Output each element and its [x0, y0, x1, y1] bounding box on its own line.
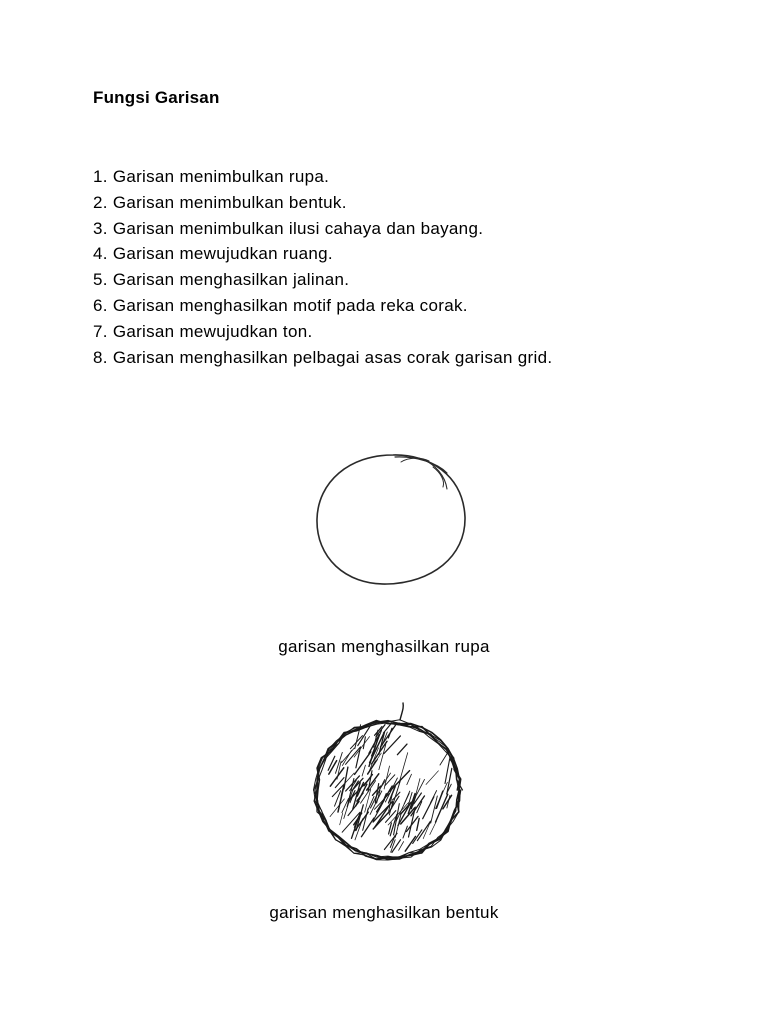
list-item	[93, 345, 552, 371]
list-text: Garisan mewujudkan ton.	[112, 321, 313, 341]
list-number: 6.	[93, 295, 108, 315]
list-number: 8.	[93, 347, 108, 367]
list-text: Garisan menimbulkan ilusi cahaya dan bayang.	[112, 218, 484, 238]
list-number: 4.	[93, 244, 108, 264]
outline-circle-sketch-icon	[305, 445, 475, 595]
list-text: Garisan menimbulkan rupa.	[112, 167, 330, 186]
list-number: 3.	[93, 218, 108, 238]
page-title: Fungsi Garisan	[93, 88, 220, 107]
list-item	[93, 241, 552, 267]
list-item	[93, 319, 552, 345]
list-number: 2.	[93, 192, 108, 212]
figure-caption-bentuk: garisan menghasilkan bentuk	[269, 903, 499, 922]
list-number: 5.	[93, 270, 108, 290]
list-text: Garisan menghasilkan jalinan.	[112, 270, 350, 290]
function-list	[93, 164, 552, 370]
list-item	[93, 216, 552, 242]
list-text: Garisan menimbulkan bentuk.	[112, 192, 347, 212]
shaded-sphere-sketch-icon	[300, 700, 475, 870]
list-item	[93, 164, 552, 190]
list-text: Garisan mewujudkan ruang.	[112, 244, 333, 264]
list-item	[93, 267, 552, 293]
list-number: 1.	[93, 167, 108, 186]
list-text: Garisan menghasilkan pelbagai asas corak garisan grid.	[112, 347, 553, 367]
list-item	[93, 190, 552, 216]
figure-caption-rupa: garisan menghasilkan rupa	[278, 637, 490, 656]
list-text: Garisan menghasilkan motif pada reka corak.	[112, 295, 468, 315]
list-item	[93, 293, 552, 319]
list-number: 7.	[93, 321, 108, 341]
